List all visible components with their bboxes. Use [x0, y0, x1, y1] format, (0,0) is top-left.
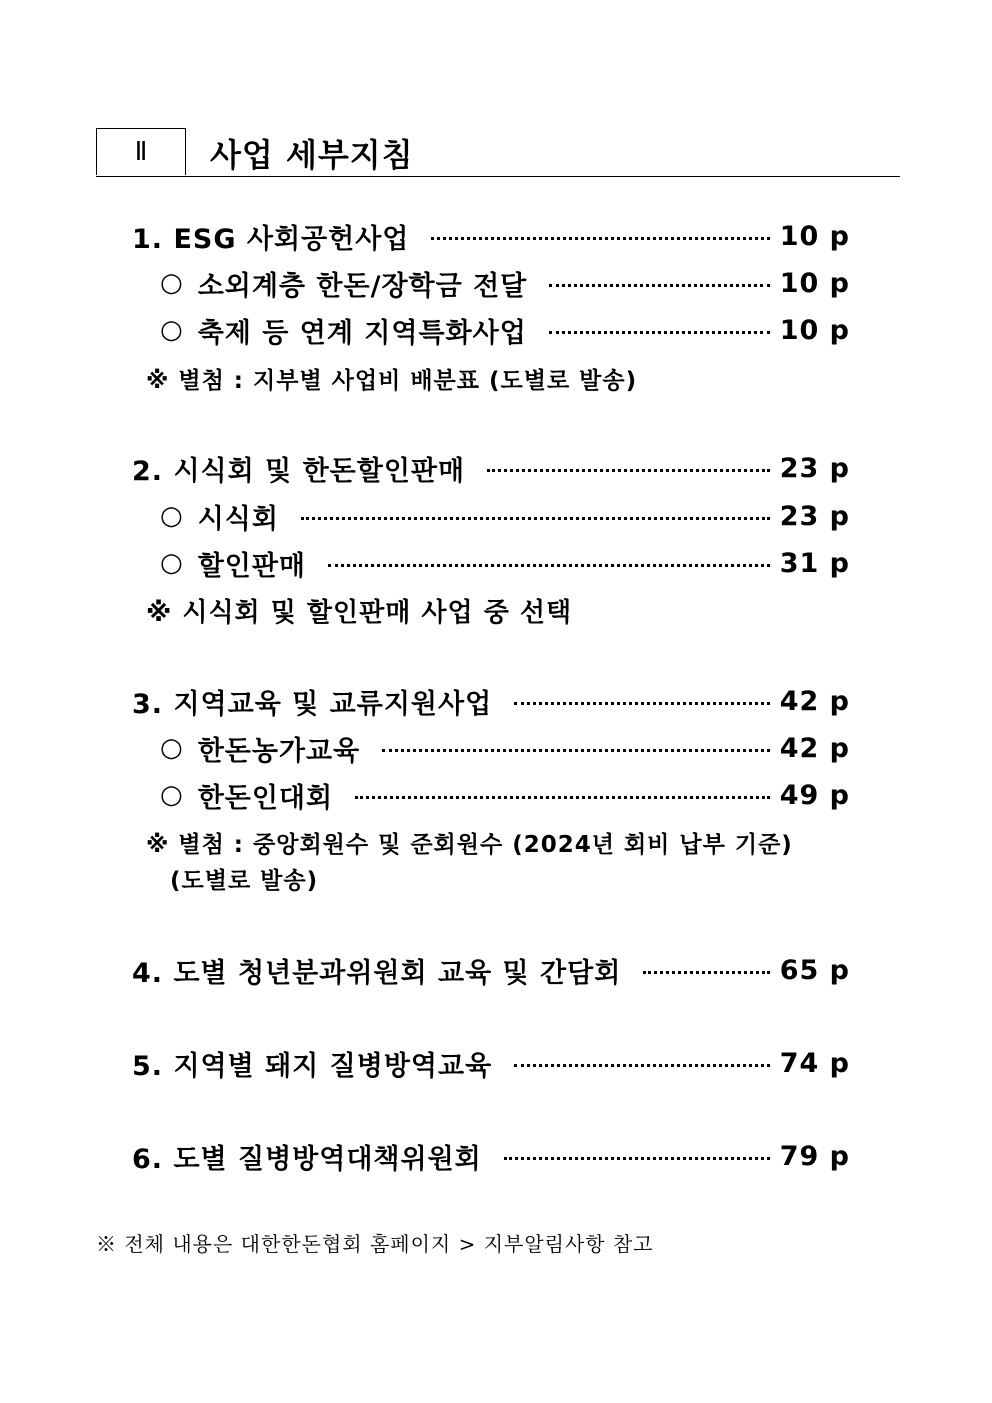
- toc-subentry-2-2: [160, 543, 850, 583]
- section-number: Ⅱ: [134, 137, 148, 167]
- dot-leader: [514, 702, 770, 705]
- toc-entry-title: 3. 지역교육 및 교류지원사업: [132, 688, 493, 720]
- toc-entry-page: 65 p: [779, 954, 850, 986]
- toc-note-2: ※ 시식회 및 할인판매 사업 중 선택: [146, 598, 573, 628]
- dot-leader: [382, 749, 770, 752]
- toc-subentry-title: 한돈농가교육: [197, 735, 361, 767]
- toc-subentry-2-1: [160, 496, 850, 536]
- circle-bullet-icon: ○: [160, 315, 184, 345]
- circle-bullet-icon: ○: [160, 268, 184, 298]
- toc-entry-title: 1. ESG 사회공헌사업: [132, 223, 410, 255]
- toc-entry-title: 6. 도별 질병방역대책위원회: [132, 1143, 482, 1175]
- toc-subentry-page: 49 p: [779, 779, 850, 811]
- circle-bullet-icon: ○: [160, 733, 184, 763]
- dot-leader: [328, 564, 770, 567]
- toc-subentry-title: 소외계층 한돈/장학금 전달: [197, 270, 528, 302]
- toc-entry-page: 10 p: [779, 220, 850, 252]
- toc-entry-page: 79 p: [779, 1140, 850, 1172]
- dot-leader: [355, 796, 770, 799]
- toc-subentry-page: 10 p: [779, 267, 850, 299]
- toc-entry-page: 23 p: [779, 452, 850, 484]
- toc-subentry-page: 42 p: [779, 732, 850, 764]
- toc-subentry-title: 할인판매: [197, 550, 307, 582]
- toc-entry-title: 5. 지역별 돼지 질병방역교육: [132, 1050, 493, 1082]
- toc-entry-title: 4. 도별 청년분과위원회 교육 및 간담회: [132, 957, 622, 989]
- dot-leader: [549, 284, 769, 287]
- toc-subentry-title: 한돈인대회: [197, 782, 334, 814]
- toc-note-3-continued: (도별로 발송): [170, 868, 319, 894]
- toc-entry-page: 74 p: [779, 1047, 850, 1079]
- section-title: 사업 세부지침: [210, 136, 414, 174]
- section-header: [96, 128, 900, 177]
- dot-leader: [549, 331, 770, 334]
- toc-subentry-3-2: [160, 775, 850, 815]
- circle-bullet-icon: ○: [160, 501, 184, 531]
- toc-entry-4: [132, 950, 850, 990]
- toc-subentry-1-1: [160, 263, 850, 303]
- dot-leader: [301, 517, 770, 520]
- toc-subentry-page: 31 p: [779, 547, 850, 579]
- toc-entry-3: [132, 681, 850, 721]
- toc-entry-page: 42 p: [779, 685, 850, 717]
- section-number-box: [96, 128, 186, 175]
- dot-leader: [431, 237, 769, 240]
- toc-entry-5: [132, 1043, 850, 1083]
- dot-leader: [514, 1064, 770, 1067]
- toc-note-3: ※ 별첨 : 중앙회원수 및 준회원수 (2024년 회비 납부 기준): [146, 832, 793, 858]
- toc-subentry-page: 23 p: [779, 500, 850, 532]
- toc-entry-1: [132, 216, 850, 256]
- footer-note: ※ 전체 내용은 대한한돈협회 홈페이지 > 지부알림사항 참고: [96, 1232, 654, 1256]
- toc-subentry-3-1: [160, 728, 850, 768]
- toc-subentry-1-2: [160, 310, 850, 350]
- toc-entry-2: [132, 448, 850, 488]
- toc-subentry-title: 축제 등 연계 지역특화사업: [197, 317, 527, 349]
- dot-leader: [504, 1157, 770, 1160]
- toc-note-1: ※ 별첨 : 지부별 사업비 배분표 (도별로 발송): [146, 368, 638, 394]
- circle-bullet-icon: ○: [160, 548, 184, 578]
- dot-leader: [643, 971, 769, 974]
- toc-entry-title: 2. 시식회 및 한돈할인판매: [132, 455, 466, 487]
- toc-subentry-page: 10 p: [779, 314, 850, 346]
- circle-bullet-icon: ○: [160, 780, 184, 810]
- toc-subentry-title: 시식회: [197, 503, 279, 535]
- dot-leader: [487, 469, 770, 472]
- toc-entry-6: [132, 1136, 850, 1176]
